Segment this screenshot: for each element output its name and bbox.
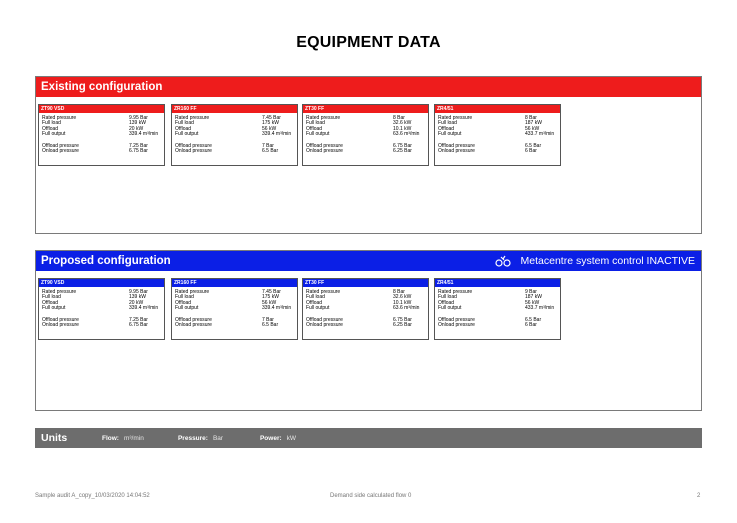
spec-label: Offload [438, 299, 455, 306]
spec-value: 32.6 kW [393, 294, 412, 301]
spec-label: Full load [306, 294, 325, 301]
spec-label: Full output [42, 131, 66, 138]
spec-row [435, 306, 560, 311]
spec-value: 339.4 m³/min [262, 131, 292, 138]
spec-label: Offload [306, 125, 323, 132]
spec-value: 56 kW [525, 125, 540, 132]
footer-demand-flow: Demand side calculated flow 0 [330, 493, 412, 499]
equipment-card-title: ZR160 FF [172, 105, 297, 113]
equipment-card [302, 278, 429, 340]
spec-label: Full load [42, 120, 61, 127]
spec-row [303, 323, 428, 328]
spec-value: 6.75 Bar [129, 322, 148, 329]
spec-label: Onload pressure [306, 322, 343, 329]
equipment-card-title: ZT90 VSD [39, 105, 164, 113]
power-label: Power: [259, 434, 282, 442]
spec-value: 8 Bar [393, 115, 405, 121]
equipment-card-title: ZR4/51 [435, 105, 560, 113]
spec-label: Offload [306, 299, 323, 306]
spec-label: Onload pressure [175, 148, 212, 155]
spec-value: 339.4 m³/min [129, 305, 159, 312]
spec-value: 139 kW [129, 120, 146, 127]
units-title: Units [41, 432, 68, 444]
spec-value: 6 Bar [525, 148, 537, 155]
spec-row [172, 132, 297, 137]
equipment-card [434, 278, 561, 340]
existing-configuration-title: Existing configuration [41, 81, 163, 93]
spec-label: Offload pressure [306, 142, 343, 149]
equipment-specs [172, 287, 297, 328]
equipment-card [38, 104, 165, 166]
spec-label: Rated pressure [42, 289, 77, 295]
spec-value: 6.75 Bar [129, 148, 148, 155]
spec-row [172, 149, 297, 154]
spec-label: Offload pressure [438, 142, 475, 149]
equipment-card-title: ZR160 FF [172, 279, 297, 287]
spec-label: Rated pressure [42, 115, 77, 121]
spec-label: Offload pressure [438, 316, 475, 323]
units-bar [35, 428, 702, 448]
equipment-card-title: ZT90 VSD [39, 279, 164, 287]
spec-value: 6.5 Bar [262, 322, 279, 329]
spec-value: 7.25 Bar [129, 316, 148, 323]
metacentre-status [495, 251, 695, 271]
spec-row [39, 306, 164, 311]
spec-value: 8 Bar [525, 115, 537, 121]
spec-value: 6.25 Bar [393, 148, 412, 155]
spec-label: Full output [306, 305, 330, 312]
spec-value: 6.5 Bar [525, 142, 542, 149]
flow-unit: m³/min [123, 434, 144, 442]
spec-label: Full output [42, 305, 66, 312]
spec-label: Offload [175, 125, 192, 132]
spec-row [39, 149, 164, 154]
spec-value: 63.6 m³/min [393, 131, 420, 138]
spec-label: Onload pressure [438, 148, 475, 155]
equipment-specs [172, 113, 297, 154]
equipment-specs [303, 113, 428, 154]
proposed-configuration-title: Proposed configuration [41, 255, 171, 267]
equipment-specs [39, 287, 164, 328]
spec-label: Full output [175, 305, 199, 312]
spec-value: 20 kW [129, 299, 144, 306]
spec-label: Onload pressure [175, 322, 212, 329]
pressure-label: Pressure: [177, 434, 208, 442]
spec-label: Full load [438, 294, 457, 301]
spec-row [303, 306, 428, 311]
spec-value: 9.95 Bar [129, 289, 148, 295]
spec-value: 7.45 Bar [262, 289, 281, 295]
footer-document-info: Sample audit A_copy_10/03/2020 14:04:52 [35, 493, 150, 499]
existing-configuration-panel [35, 76, 702, 234]
power-unit: kW [286, 434, 297, 442]
footer-page-number: 2 [697, 493, 701, 499]
spec-value: 8 Bar [393, 289, 405, 295]
spec-value: 175 kW [262, 120, 279, 127]
spec-value: 10.1 kW [393, 299, 412, 306]
spec-value: 6.5 Bar [262, 148, 279, 155]
spec-value: 6.75 Bar [393, 142, 412, 149]
spec-value: 56 kW [262, 299, 277, 306]
spec-value: 433.7 m³/min [525, 131, 555, 138]
spec-label: Offload pressure [306, 316, 343, 323]
equipment-card [171, 278, 298, 340]
spec-label: Offload pressure [175, 142, 212, 149]
spec-label: Offload [175, 299, 192, 306]
spec-row [303, 132, 428, 137]
existing-configuration-header [36, 77, 701, 97]
equipment-card [434, 104, 561, 166]
equipment-specs [435, 113, 560, 154]
equipment-card [302, 104, 429, 166]
spec-row [172, 323, 297, 328]
spec-row [39, 323, 164, 328]
metacentre-icon [495, 255, 511, 267]
spec-label: Full output [306, 131, 330, 138]
spec-value: 10.1 kW [393, 125, 412, 132]
spec-value: 63.6 m³/min [393, 305, 420, 312]
spec-label: Full load [306, 120, 325, 127]
spec-value: 56 kW [525, 299, 540, 306]
page-title: EQUIPMENT DATA [296, 34, 441, 51]
spec-label: Rated pressure [438, 289, 473, 295]
spec-value: 175 kW [262, 294, 279, 301]
equipment-specs [435, 287, 560, 328]
spec-value: 20 kW [129, 125, 144, 132]
equipment-card-title: ZR4/51 [435, 279, 560, 287]
spec-label: Full output [438, 305, 462, 312]
spec-value: 339.4 m³/min [129, 131, 159, 138]
spec-label: Full output [175, 131, 199, 138]
spec-value: 187 kW [525, 120, 542, 127]
spec-label: Full load [42, 294, 61, 301]
spec-label: Full load [438, 120, 457, 127]
spec-row [435, 149, 560, 154]
spec-label: Rated pressure [306, 289, 341, 295]
spec-label: Rated pressure [175, 115, 210, 121]
spec-label: Onload pressure [42, 148, 79, 155]
equipment-card [171, 104, 298, 166]
spec-label: Full output [438, 131, 462, 138]
metacentre-status-text: Metacentre system control INACTIVE [520, 255, 695, 267]
spec-value: 433.7 m³/min [525, 305, 555, 312]
spec-value: 7.25 Bar [129, 142, 148, 149]
equipment-card-title: ZT30 FF [303, 279, 428, 287]
spec-value: 7 Bar [262, 142, 274, 149]
flow-label: Flow: [102, 434, 119, 442]
spec-label: Offload pressure [42, 142, 79, 149]
spec-label: Offload [42, 299, 59, 306]
spec-value: 56 kW [262, 125, 277, 132]
equipment-card-title: ZT30 FF [303, 105, 428, 113]
spec-label: Offload pressure [175, 316, 212, 323]
spec-value: 9 Bar [525, 289, 537, 295]
spec-value: 6.5 Bar [525, 316, 542, 323]
spec-row [435, 132, 560, 137]
spec-label: Offload [438, 125, 455, 132]
spec-label: Rated pressure [175, 289, 210, 295]
spec-value: 7.45 Bar [262, 115, 281, 121]
spec-value: 139 kW [129, 294, 146, 301]
spec-label: Rated pressure [438, 115, 473, 121]
spec-label: Full load [175, 120, 194, 127]
spec-label: Onload pressure [306, 148, 343, 155]
spec-value: 6.75 Bar [393, 316, 412, 323]
spec-value: 7 Bar [262, 316, 274, 323]
equipment-card [38, 278, 165, 340]
spec-value: 9.95 Bar [129, 115, 148, 121]
spec-label: Onload pressure [42, 322, 79, 329]
spec-label: Rated pressure [306, 115, 341, 121]
spec-value: 339.4 m³/min [262, 305, 292, 312]
spec-row [172, 306, 297, 311]
spec-value: 6 Bar [525, 322, 537, 329]
spec-value: 187 kW [525, 294, 542, 301]
proposed-configuration-panel [35, 250, 702, 411]
spec-row [39, 132, 164, 137]
pressure-unit: Bar [212, 434, 224, 442]
spec-label: Full load [175, 294, 194, 301]
spec-value: 6.25 Bar [393, 322, 412, 329]
spec-label: Offload pressure [42, 316, 79, 323]
proposed-configuration-header [36, 251, 701, 271]
spec-row [303, 149, 428, 154]
spec-label: Offload [42, 125, 59, 132]
equipment-specs [39, 113, 164, 154]
equipment-specs [303, 287, 428, 328]
spec-value: 32.6 kW [393, 120, 412, 127]
spec-label: Onload pressure [438, 322, 475, 329]
spec-row [435, 323, 560, 328]
